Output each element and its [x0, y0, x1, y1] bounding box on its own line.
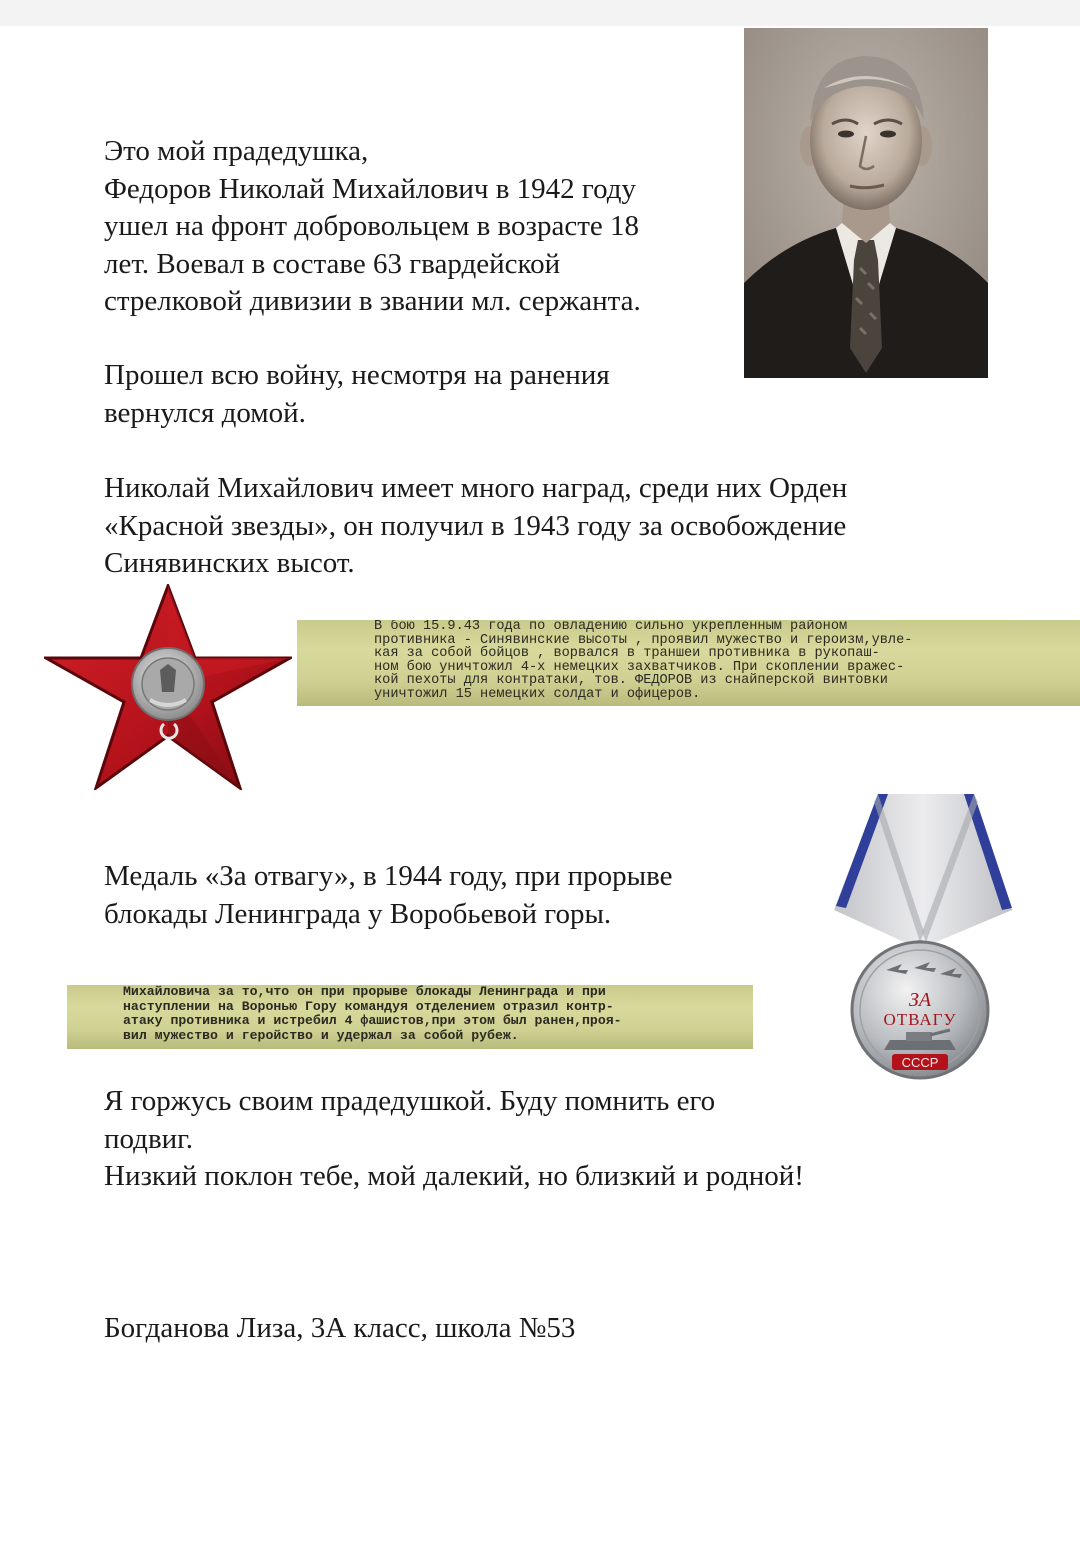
medal-line: Медаль «За отвагу», в 1944 году, при прорыве [104, 860, 673, 892]
intro-line: стрелковой дивизии в звании мл. сержанта. [104, 285, 641, 317]
archive-line: атаку противника и истребил 4 фашистов,при этом был ранен,проя- [123, 1013, 622, 1028]
portrait-photo [744, 28, 988, 378]
archive-line: вил мужество и геройство и удержал за собой рубеж. [123, 1027, 519, 1043]
medal-line: блокады Ленинграда у Воробьевой горы. [104, 897, 612, 930]
archive-excerpt-1 [297, 620, 1080, 706]
closing-paragraph [104, 1083, 804, 1196]
closing-line: подвиг. [104, 1122, 194, 1155]
intro-line: лет. Воевал в составе 63 гвардейской [104, 247, 561, 280]
red-star-order-image [44, 584, 292, 790]
signature-text: Богданова Лиза, 3А класс, школа №53 [104, 1312, 576, 1344]
war-line: вернулся домой. [104, 396, 306, 429]
awards-line: Синявинских высот. [104, 547, 355, 579]
signature [104, 1310, 575, 1348]
war-line: Прошел всю войну, несмотря на ранения [104, 359, 610, 391]
archive-line: В бою 15.9.43 года по овладению сильно укрепленным районом [374, 620, 848, 634]
intro-line: Федоров Николай Михайлович в 1942 году [104, 172, 637, 205]
intro-line: Это мой прадедушка, [104, 135, 369, 167]
intro-paragraph [104, 133, 641, 321]
courage-medal-image [826, 792, 1014, 1080]
top-bar [0, 0, 1080, 26]
archive-line: наступлении на Воронью Гору командуя отделением отразил контр- [123, 998, 614, 1014]
awards-line: Николай Михайлович имеет много наград, среди них Орден [104, 472, 848, 504]
archive-line: уничтожил 15 немецких солдат и офицеров. [374, 686, 701, 702]
archive-line: кая за собой бойцов , ворвался в траншеи противника в рукопаш- [374, 646, 880, 661]
archive-line: кой пехоты для контратаки, тов. ФЕДОРОВ из снайперской винтовки [374, 673, 888, 688]
archive-excerpt-2 [67, 985, 753, 1049]
closing-line: Низкий поклон тебе, мой далекий, но близкий и родной! [104, 1160, 804, 1192]
awards-paragraph [104, 470, 847, 583]
intro-line: ушел на фронт добровольцем в возрасте 18 [104, 210, 640, 242]
medal-inscription-bottom: СССР [901, 1055, 939, 1070]
awards-line: «Красной звезды», он получил в 1943 году за освобождение [104, 509, 847, 542]
archive-line: противника - Синявинские высоты , проявил мужество и героизм,увле- [374, 632, 913, 648]
medal-inscription-mid: ОТВАГУ [883, 1010, 957, 1029]
medal-inscription-top: ЗА [908, 989, 932, 1011]
closing-line: Я горжусь своим прадедушкой. Буду помнить его [104, 1085, 716, 1117]
archive-line: Михайловича за то,что он при прорыве блокады Ленинграда и при [123, 985, 606, 999]
war-paragraph [104, 357, 610, 432]
archive-line: ном бою уничтожил 4-х немецких захватчиков. При скоплении вражес- [374, 659, 905, 675]
medal-paragraph [104, 858, 673, 933]
